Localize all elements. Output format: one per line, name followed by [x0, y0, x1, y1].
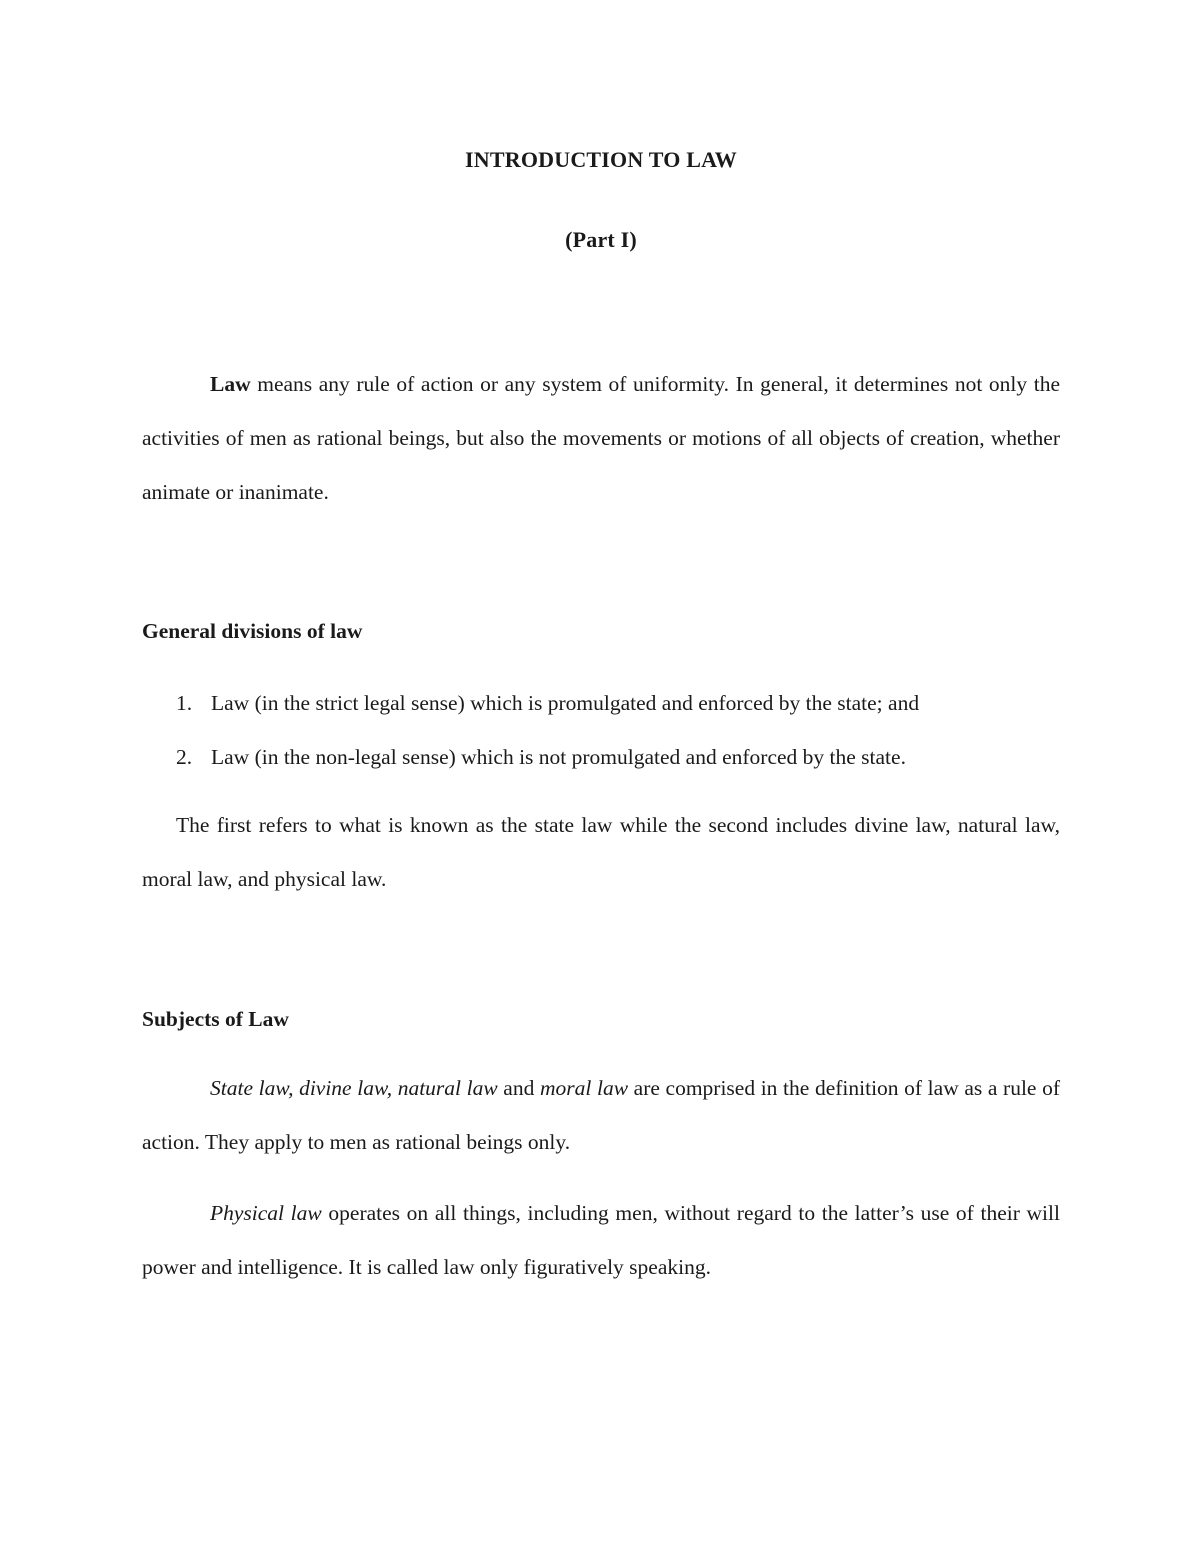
subjects-paragraph-1: [142, 1061, 1060, 1169]
document-title: INTRODUCTION TO LAW: [465, 147, 737, 172]
document-subtitle: (Part I): [565, 227, 637, 252]
subjects-italic-terms: State law, divine law, natural law: [210, 1076, 498, 1100]
subjects-paragraph-2-text: operates on all things, including men, without regard to the latter’s use of their will power and intelligence. It is called law only figuratively speaking.: [142, 1201, 1060, 1279]
subjects-and: and: [497, 1076, 540, 1100]
physical-law-term: Physical law: [210, 1201, 322, 1225]
divisions-paragraph: [142, 798, 1060, 906]
list-item-number: 2.: [176, 745, 193, 769]
intro-paragraph: [142, 357, 1060, 519]
intro-term: Law: [210, 372, 251, 396]
divisions-paragraph-text: The first refers to what is known as the state law while the second includes divine law, natural law, moral law, and physical law.: [142, 813, 1060, 891]
list-item-text: Law (in the strict legal sense) which is promulgated and enforced by the state; and: [211, 691, 920, 715]
list-item: [142, 688, 1060, 742]
section-heading-subjects: Subjects of Law: [142, 1007, 289, 1031]
intro-text: means any rule of action or any system of uniformity. In general, it determines not only the activities of men as rational beings, but also the movements or motions of all objects of creation, whether animate or inanimate.: [142, 372, 1060, 504]
divisions-list: [142, 688, 1060, 796]
list-item-text: Law (in the non-legal sense) which is not promulgated and enforced by the state.: [211, 745, 906, 769]
subjects-paragraph-2: [142, 1186, 1060, 1294]
section-heading-general-divisions: General divisions of law: [142, 619, 363, 643]
list-item: [142, 742, 1060, 796]
list-item-number: 1.: [176, 691, 193, 715]
subjects-paragraph-1-text: are comprised in the definition of law as a rule of action. They apply to men as rational beings only.: [142, 1076, 1060, 1154]
subjects-italic-moral: moral law: [539, 1076, 629, 1100]
